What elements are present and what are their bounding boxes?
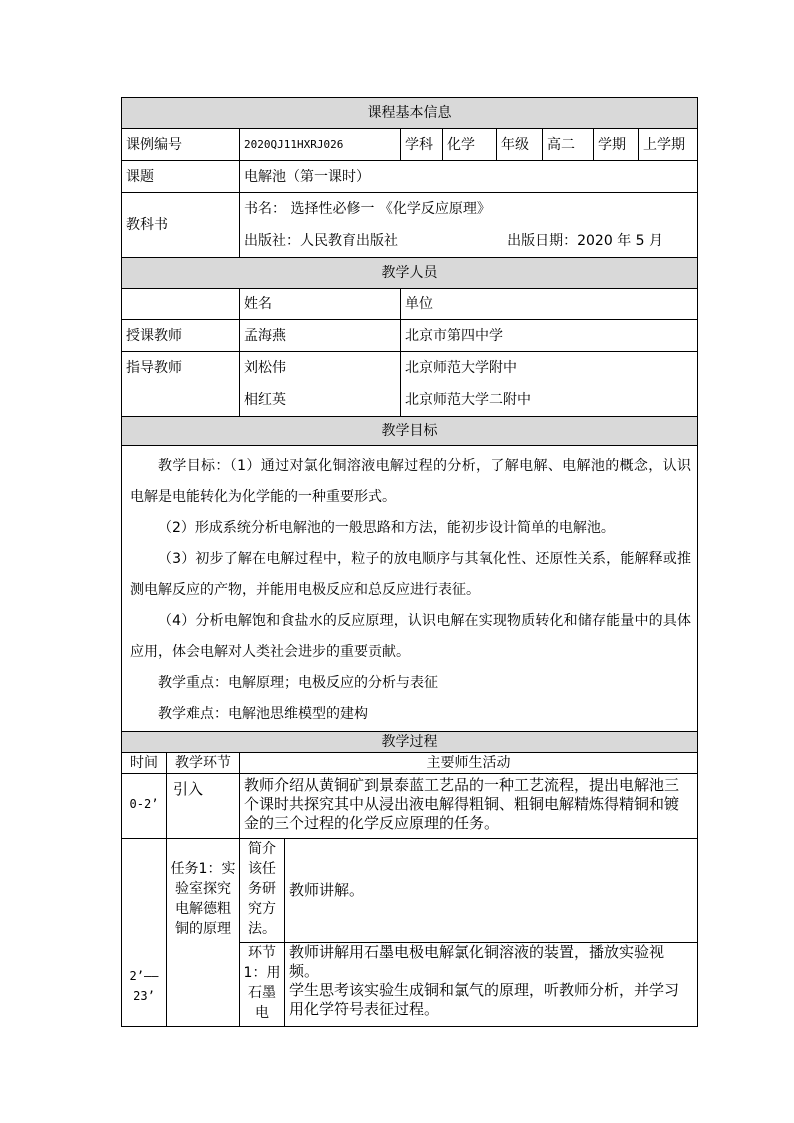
mentor-name-1: 刘松伟: [244, 360, 286, 376]
row1-step: 引入: [167, 774, 240, 839]
sub2-step: 环节1：用石墨电: [240, 943, 285, 1027]
teaching-process-table: [121, 731, 698, 1027]
sub1-activity: 教师讲解。: [285, 839, 698, 943]
goals-body: [122, 446, 698, 735]
mentor-unit-2: 北京师范大学二附中: [405, 392, 531, 408]
sub2-activity-line2: 学生思考该实验生成铜和氯气的原理，听教师分析，并学习用化学符号表征过程。: [289, 981, 680, 1018]
unit-column-header: 单位: [401, 289, 698, 320]
topic-value: 电解池（第一课时）: [240, 161, 698, 193]
difficulty-point: 教学难点：电解池思维模型的建构: [158, 706, 368, 722]
teacher-label: 授课教师: [122, 320, 240, 352]
mentor-names: [240, 352, 401, 417]
textbook-label: 教科书: [122, 193, 240, 258]
grade-value: 高二: [543, 129, 594, 161]
subject-value: 化学: [443, 129, 497, 161]
teacher-name: 孟海燕: [240, 320, 401, 352]
row1-time: 0-2’: [122, 774, 167, 839]
mentor-label: 指导教师: [122, 352, 240, 417]
key-point: 教学重点：电解原理；电极反应的分析与表征: [158, 675, 438, 691]
goals-header: 教学目标: [122, 417, 698, 446]
case-id-label: 课例编号: [122, 129, 240, 161]
goal-1: 教学目标：（1）通过对氯化铜溶液电解过程的分析，了解电解、电解池的概念，认识电解是电能转化为化学能的一种重要形式。: [130, 458, 691, 505]
process-header: 教学过程: [122, 732, 698, 753]
sub1-step: 简介该任务研究方法。: [240, 839, 285, 943]
name-column-header: 姓名: [240, 289, 401, 320]
staff-header: 教学人员: [122, 258, 698, 289]
term-label: 学期: [594, 129, 639, 161]
row2-time: 2’——23’: [122, 839, 167, 1027]
sub2-activity: [285, 943, 698, 1027]
book-name: 书名： 选择性必修一 《化学反应原理》: [244, 201, 491, 217]
subject-label: 学科: [401, 129, 443, 161]
row1-activity: 教师介绍从黄铜矿到景泰蓝工艺品的一种工艺流程，提出电解池三个课时共探究其中从浸出液电解得粗铜、粗铜电解精炼得精铜和镀金的三个过程的化学反应原理的任务。: [240, 774, 698, 839]
activity-column-header: 主要师生活动: [240, 753, 698, 774]
goal-4: （4）分析电解饱和食盐水的反应原理，认识电解在实现物质转化和储存能量中的具体应用，体会电解对人类社会进步的重要贡献。: [130, 613, 691, 660]
publish-date: 出版日期：2020 年 5 月: [507, 233, 663, 249]
mentor-unit-1: 北京师范大学附中: [405, 360, 517, 376]
staff-blank-cell: [122, 289, 240, 320]
publisher-row: [244, 225, 693, 257]
grade-label: 年级: [497, 129, 543, 161]
goal-3: （3）初步了解在电解过程中，粒子的放电顺序与其氧化性、还原性关系，能解释或推测电解反应的产物，并能用电极反应和总反应进行表征。: [130, 551, 691, 598]
case-id-value: 2020QJ11HXRJ026: [240, 129, 401, 161]
step-column-header: 教学环节: [167, 753, 240, 774]
mentor-name-2: 相红英: [244, 392, 286, 408]
textbook-info: [240, 193, 698, 258]
time-column-header: 时间: [122, 753, 167, 774]
course-info-table: [121, 97, 698, 735]
topic-label: 课题: [122, 161, 240, 193]
mentor-units: [401, 352, 698, 417]
goal-2: （2）形成系统分析电解池的一般思路和方法，能初步设计简单的电解池。: [158, 520, 615, 536]
basic-info-header: 课程基本信息: [122, 98, 698, 129]
teacher-unit: 北京市第四中学: [401, 320, 698, 352]
task-1-title: 任务1：实验室探究电解德粗铜的原理: [167, 839, 240, 1027]
publisher: 出版社：人民教育出版社: [244, 233, 398, 249]
term-value: 上学期: [639, 129, 698, 161]
sub2-activity-line1: 教师讲解用石墨电极电解氯化铜溶液的装置，播放实验视频。: [289, 943, 665, 980]
